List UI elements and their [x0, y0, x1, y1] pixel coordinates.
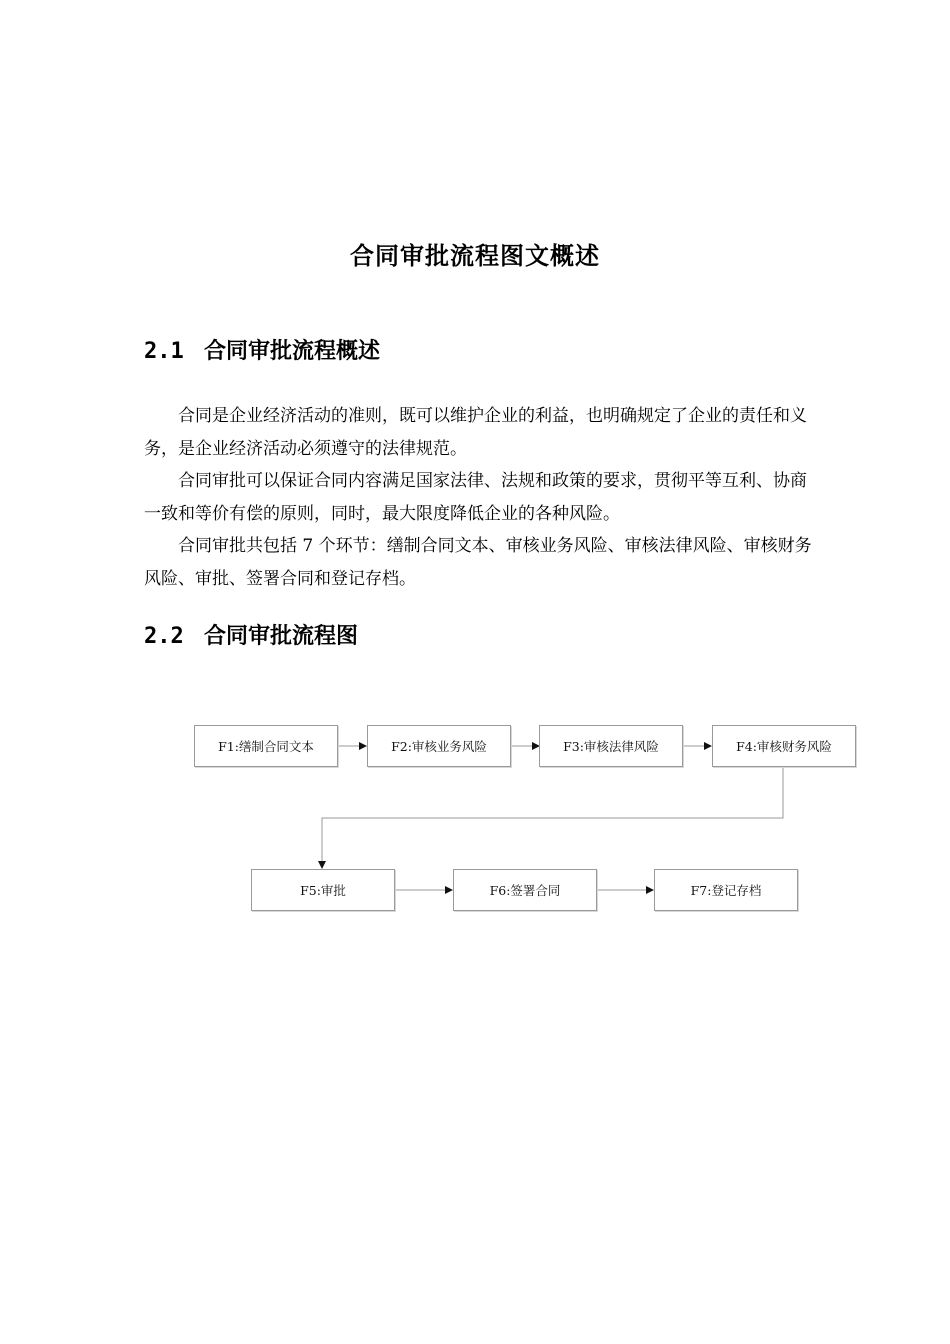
section-number: 2.1: [144, 339, 184, 364]
document-title: 合同审批流程图文概述: [350, 242, 600, 270]
flow-step-f5: F5:审批: [251, 869, 395, 911]
arrow-f4-f5: [322, 768, 783, 868]
flow-step-f1: F1:缮制合同文本: [194, 725, 338, 767]
flow-step-f4: F4:审核财务风险: [712, 725, 856, 767]
flow-step-f7: F7:登记存档: [654, 869, 798, 911]
flow-step-f6: F6:签署合同: [453, 869, 597, 911]
section-number: 2.2: [144, 624, 184, 649]
paragraph-2: 合同审批可以保证合同内容满足国家法律、法规和政策的要求，贯彻平等互利、协商一致和等价有偿的原则，同时，最大限度降低企业的各种风险。: [144, 471, 807, 524]
flow-step-f3: F3:审核法律风险: [539, 725, 683, 767]
section-title: 合同审批流程图: [204, 624, 359, 649]
flow-step-f2: F2:审核业务风险: [367, 725, 511, 767]
paragraph-3: 合同审批共包括 7 个环节：缮制合同文本、审核业务风险、审核法律风险、审核财务风险、审批、签署合同和登记存档。: [144, 536, 812, 589]
paragraph-1: 合同是企业经济活动的准则，既可以维护企业的利益，也明确规定了企业的责任和义务，是企业经济活动必须遵守的法律规范。: [144, 406, 807, 459]
section-title: 合同审批流程概述: [204, 339, 381, 364]
